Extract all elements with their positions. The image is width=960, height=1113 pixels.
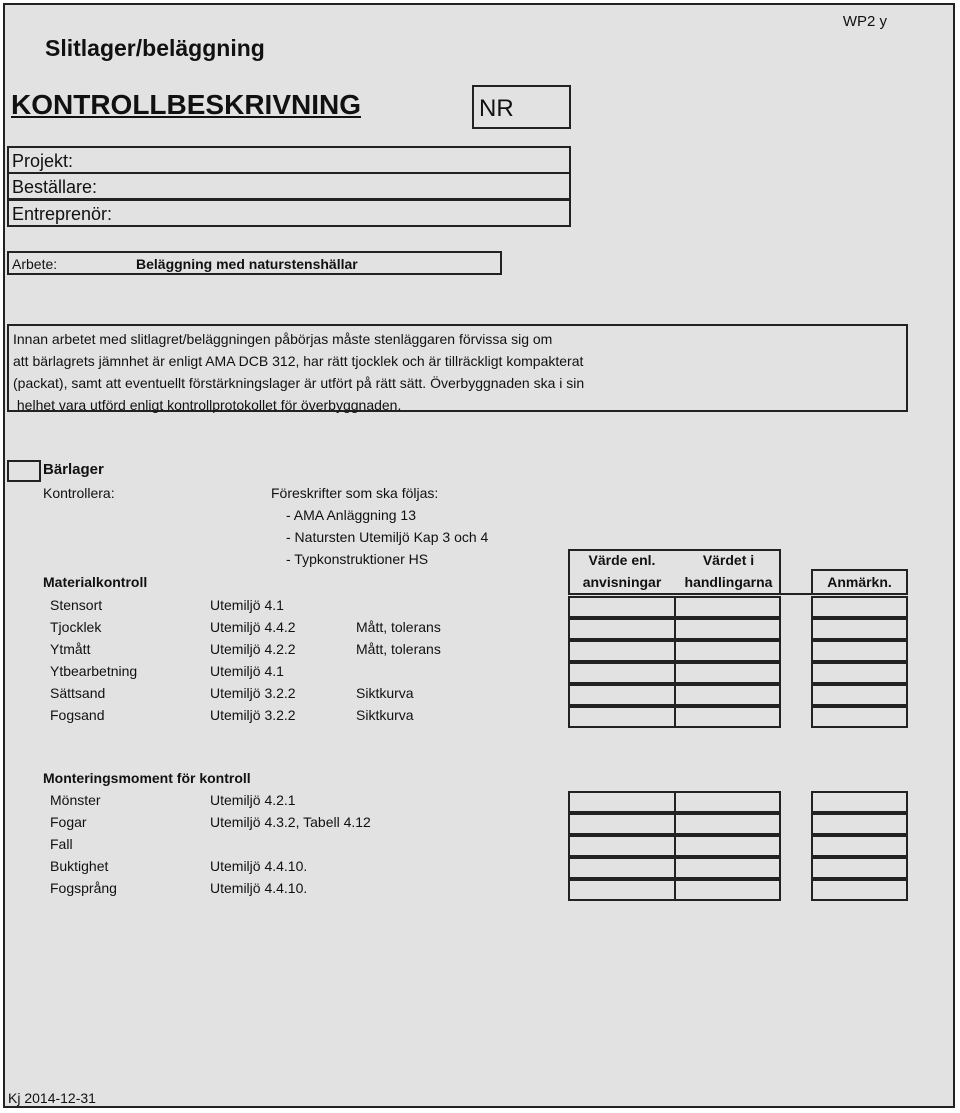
varde-input-cell[interactable]	[568, 684, 676, 706]
row-note: Mått, tolerans	[356, 619, 441, 635]
document-sheet	[3, 3, 955, 1108]
vardet-input-cell[interactable]	[674, 835, 781, 857]
intro-text-box	[7, 324, 908, 412]
row-note: Siktkurva	[356, 707, 414, 723]
row-name: Mönster	[50, 792, 101, 808]
anmarkn-input-cell[interactable]	[811, 684, 908, 706]
row-note: Siktkurva	[356, 685, 414, 701]
bestallare-field[interactable]	[7, 172, 571, 200]
anmarkn-input-cell[interactable]	[811, 662, 908, 684]
anmarkn-input-cell[interactable]	[811, 879, 908, 901]
barlager-checkbox[interactable]	[7, 460, 41, 482]
varde-input-cell[interactable]	[568, 813, 676, 835]
projekt-label: Projekt:	[12, 151, 74, 171]
row-note: Mått, tolerans	[356, 641, 441, 657]
document-id: WP2 y	[842, 13, 887, 30]
row-name: Tjocklek	[50, 619, 102, 635]
varde-header-line2: anvisningar	[582, 574, 662, 590]
varde-input-cell[interactable]	[568, 596, 676, 618]
anmarkn-input-cell[interactable]	[811, 596, 908, 618]
anmarkn-input-cell[interactable]	[811, 857, 908, 879]
intro-line: helhet vara utförd enligt kontrollprotokollet för överbyggnaden.	[13, 397, 402, 413]
intro-line: (packat), samt att eventuellt förstärkningslager är utfört på rätt sätt. Överbyggnaden ska i sin	[13, 375, 585, 391]
varde-input-cell[interactable]	[568, 835, 676, 857]
projekt-field[interactable]	[7, 146, 571, 174]
vardet-input-cell[interactable]	[674, 791, 781, 813]
row-reference: Utemiljö 4.4.10.	[210, 880, 308, 896]
varde-input-cell[interactable]	[568, 857, 676, 879]
row-reference: Utemiljö 4.2.2	[210, 641, 296, 657]
vardet-input-cell[interactable]	[674, 618, 781, 640]
anmarkn-input-cell[interactable]	[811, 706, 908, 728]
row-reference: Utemiljö 3.2.2	[210, 707, 296, 723]
row-name: Buktighet	[50, 858, 109, 874]
arbete-label: Arbete:	[12, 256, 58, 272]
anmarkn-header: Anmärkn.	[827, 574, 892, 590]
footer-date: Kj 2014-12-31	[8, 1090, 96, 1106]
nr-field[interactable]	[472, 85, 571, 129]
vardet-header-line2: handlingarna	[684, 574, 773, 590]
varde-input-cell[interactable]	[568, 706, 676, 728]
row-name: Ytmått	[50, 641, 91, 657]
anmarkn-input-cell[interactable]	[811, 835, 908, 857]
vardet-input-cell[interactable]	[674, 596, 781, 618]
anmarkn-input-cell[interactable]	[811, 618, 908, 640]
header-underline	[781, 593, 811, 595]
anmarkn-input-cell[interactable]	[811, 640, 908, 662]
monteringsmoment-title: Monteringsmoment för kontroll	[43, 770, 251, 786]
row-reference: Utemiljö 4.1	[210, 663, 284, 679]
anmarkn-input-cell[interactable]	[811, 791, 908, 813]
row-name: Sättsand	[50, 685, 106, 701]
varde-input-cell[interactable]	[568, 879, 676, 901]
varde-input-cell[interactable]	[568, 791, 676, 813]
barlager-title: Bärlager	[43, 461, 104, 478]
row-name: Fogsprång	[50, 880, 117, 896]
varde-input-cell[interactable]	[568, 662, 676, 684]
document-heading: KONTROLLBESKRIVNING	[11, 89, 361, 120]
arbete-value: Beläggning med naturstenshällar	[136, 256, 358, 272]
foreskrifter-label: Föreskrifter som ska följas:	[271, 485, 439, 501]
vardet-input-cell[interactable]	[674, 879, 781, 901]
nr-label: NR	[479, 95, 514, 122]
row-name: Fogsand	[50, 707, 105, 723]
vardet-input-cell[interactable]	[674, 857, 781, 879]
vardet-input-cell[interactable]	[674, 706, 781, 728]
row-name: Fall	[50, 836, 73, 852]
page-title: Slitlager/beläggning	[45, 35, 265, 61]
entreprenor-field[interactable]	[7, 199, 571, 227]
vardet-header-line1: Värdet i	[702, 552, 755, 568]
vardet-input-cell[interactable]	[674, 813, 781, 835]
materialkontroll-title: Materialkontroll	[43, 574, 148, 590]
row-name: Ytbearbetning	[50, 663, 138, 679]
kontrollera-label: Kontrollera:	[43, 485, 115, 501]
vardet-input-cell[interactable]	[674, 662, 781, 684]
intro-line: Innan arbetet med slitlagret/beläggningen påbörjas måste stenläggaren förvissa sig om	[13, 331, 553, 347]
varde-input-cell[interactable]	[568, 640, 676, 662]
row-name: Fogar	[50, 814, 87, 830]
row-reference: Utemiljö 4.2.1	[210, 792, 296, 808]
row-reference: Utemiljö 3.2.2	[210, 685, 296, 701]
foreskrift-item: - Typkonstruktioner HS	[286, 551, 429, 567]
row-reference: Utemiljö 4.4.10.	[210, 858, 308, 874]
foreskrift-item: - Natursten Utemiljö Kap 3 och 4	[286, 529, 489, 545]
intro-line: att bärlagrets jämnhet är enligt AMA DCB 312, har rätt tjocklek och är tillräckligt kompakterat	[13, 353, 584, 369]
varde-header-line1: Värde enl.	[588, 552, 656, 568]
entreprenor-label: Entreprenör:	[12, 204, 113, 224]
row-reference: Utemiljö 4.4.2	[210, 619, 296, 635]
foreskrift-item: - AMA Anläggning 13	[286, 507, 416, 523]
row-reference: Utemiljö 4.1	[210, 597, 284, 613]
anmarkn-header-box	[811, 569, 908, 595]
vardet-input-cell[interactable]	[674, 640, 781, 662]
varde-input-cell[interactable]	[568, 618, 676, 640]
bestallare-label: Beställare:	[12, 177, 98, 197]
row-reference: Utemiljö 4.3.2, Tabell 4.12	[210, 814, 371, 830]
vardet-input-cell[interactable]	[674, 684, 781, 706]
row-name: Stensort	[50, 597, 103, 613]
arbete-field[interactable]	[7, 251, 502, 275]
anmarkn-input-cell[interactable]	[811, 813, 908, 835]
